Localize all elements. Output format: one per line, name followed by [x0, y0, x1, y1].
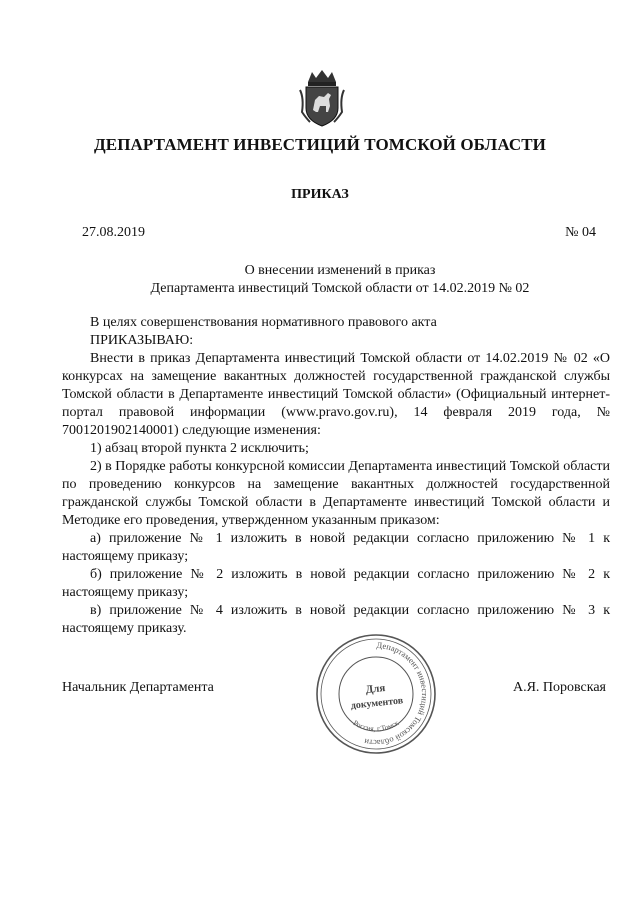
stamp-center-line-2: документов	[350, 695, 404, 712]
order-keyword: ПРИКАЗЫВАЮ:	[90, 333, 194, 348]
preamble: В целях совершенствования нормативного правового акта	[90, 315, 437, 330]
body-item-2: 2) в Порядке работы конкурсной комиссии Департамента инвестиций Томской области по проведению конкурсов на замещение вакантных должностей государственной гражданской службы Томской области в Департаменте инвестиций Томской области и Методике его проведения, утвержденном указанным приказом:	[62, 459, 610, 528]
official-stamp	[314, 632, 438, 756]
order-body	[62, 314, 610, 638]
body-item-c: в) приложение № 4 изложить в новой редакции согласно приложению № 3 к настоящему приказу.	[62, 603, 610, 636]
order-subject	[60, 262, 620, 298]
order-date: 27.08.2019	[82, 225, 145, 240]
signer-title: Начальник Департамента	[62, 680, 214, 695]
svg-text:Россия, г.Томск	[352, 718, 401, 733]
body-item-a: а) приложение № 1 изложить в новой редакции согласно приложению № 1 к настоящему приказу;	[62, 531, 610, 564]
order-number: № 04	[565, 225, 596, 240]
signer-name: А.Я. Поровская	[512, 680, 606, 695]
stamp-ring-text: Департамент инвестиций Томской области	[363, 639, 431, 749]
tomsk-coat-of-arms-icon	[298, 68, 346, 128]
body-item-1: 1) абзац второй пункта 2 исключить;	[90, 441, 309, 456]
document-type: ПРИКАЗ	[291, 187, 349, 202]
stamp-center-line-1: Для	[365, 682, 386, 697]
stamp-bottom-text: Россия, г.Томск	[351, 718, 401, 734]
body-paragraph-main: Внести в приказ Департамента инвестиций Томской области от 14.02.2019 № 02 «О конкурсах на замещение вакантных должностей государственной гражданской службы Томской области в Департаменте инвестиций Томской области» (Официальный интернет-портал правовой информации (www.pravo.gov.ru), 14 февраля 2019 года, № 7001201902140001) следующие изменения:	[62, 351, 610, 438]
subject-line-2: Департамента инвестиций Томской области от 14.02.2019 № 02	[150, 281, 530, 296]
body-item-b: б) приложение № 2 изложить в новой редакции согласно приложению № 2 к настоящему приказу;	[62, 567, 610, 600]
department-title: ДЕПАРТАМЕНТ ИНВЕСТИЦИЙ ТОМСКОЙ ОБЛАСТИ	[93, 135, 546, 154]
subject-line-1: О внесении изменений в приказ	[244, 263, 436, 278]
